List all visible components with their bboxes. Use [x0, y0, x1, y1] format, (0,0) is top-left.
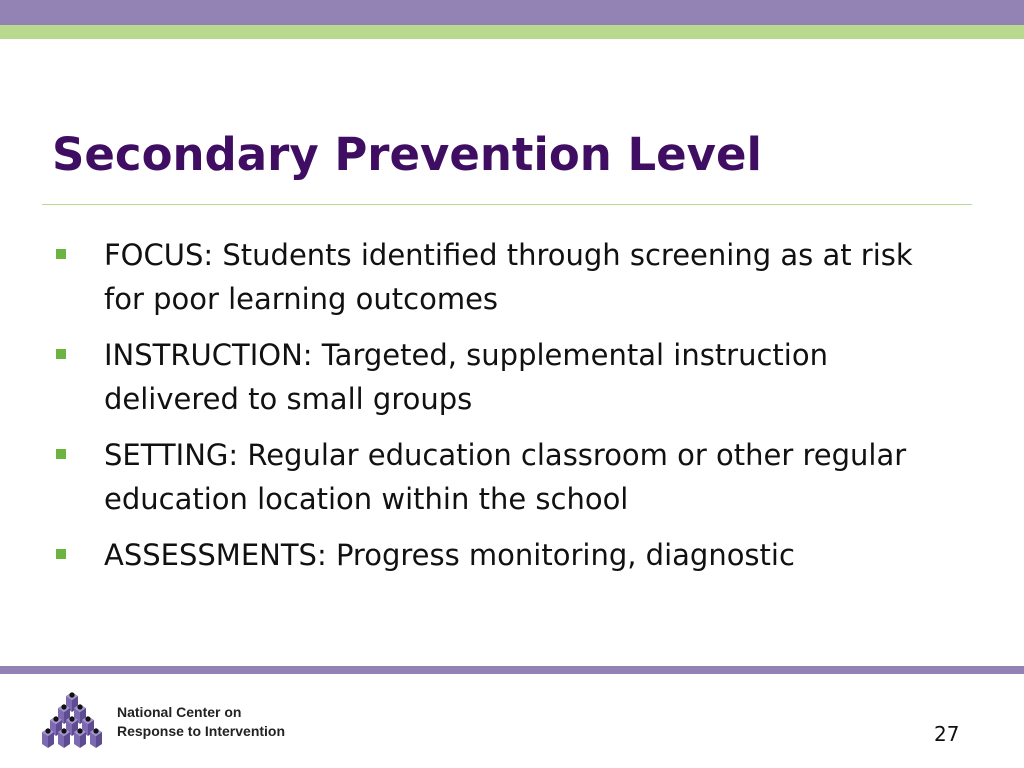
org-name-line2: Response to Intervention	[117, 723, 286, 739]
title-divider	[42, 204, 972, 205]
bullet-item-instruction	[56, 333, 956, 421]
bullet-item-focus	[56, 233, 956, 321]
bullet-text: FOCUS: Students identified through screening as at risk for poor learning outcomes	[104, 238, 913, 316]
bullet-item-setting	[56, 433, 956, 521]
square-bullet-icon	[56, 449, 66, 459]
page-number: 27	[934, 722, 960, 746]
organization-name	[117, 703, 285, 741]
top-purple-band	[0, 0, 1024, 25]
bullet-text: INSTRUCTION: Targeted, supplemental instruction delivered to small groups	[104, 338, 828, 416]
cube-pyramid-logo-icon	[38, 690, 106, 754]
top-green-band	[0, 25, 1024, 39]
square-bullet-icon	[56, 349, 66, 359]
bullet-text: ASSESSMENTS: Progress monitoring, diagnostic	[104, 538, 795, 572]
square-bullet-icon	[56, 249, 66, 259]
slide-title: Secondary Prevention Level	[52, 128, 762, 181]
org-name-line1: National Center on	[117, 704, 242, 720]
bullet-list	[56, 233, 956, 589]
square-bullet-icon	[56, 549, 66, 559]
bullet-item-assessments	[56, 533, 956, 577]
bullet-text: SETTING: Regular education classroom or other regular education location within the school	[104, 438, 907, 516]
bottom-purple-band	[0, 666, 1024, 674]
